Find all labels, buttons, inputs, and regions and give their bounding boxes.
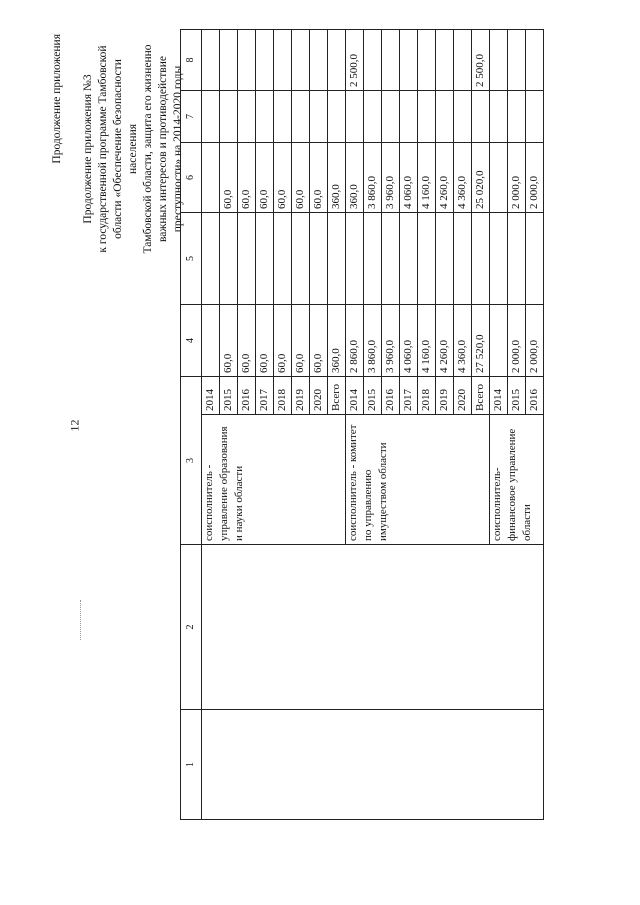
regional-cell: 360,0 xyxy=(328,143,346,213)
header-cell: 7 xyxy=(181,91,202,143)
regional-cell: 4 060,0 xyxy=(400,143,418,213)
total-cell: 2 000,0 xyxy=(508,305,526,377)
regional-cell: 60,0 xyxy=(274,143,292,213)
scan-mark xyxy=(80,600,82,640)
local-cell xyxy=(292,91,310,143)
extra-cell xyxy=(490,30,508,91)
local-cell xyxy=(436,91,454,143)
local-cell xyxy=(310,91,328,143)
header-cell: 8 xyxy=(181,30,202,91)
year-cell: 2014 xyxy=(490,377,508,415)
extra-cell xyxy=(526,30,544,91)
federal-cell xyxy=(382,213,400,305)
executor-cell: соисполнитель - управление образования и науки области xyxy=(202,415,346,545)
regional-cell: 60,0 xyxy=(310,143,328,213)
federal-cell xyxy=(274,213,292,305)
local-cell xyxy=(328,91,346,143)
year-cell: 2019 xyxy=(292,377,310,415)
total-cell xyxy=(490,305,508,377)
total-cell xyxy=(202,305,220,377)
extra-cell xyxy=(238,30,256,91)
regional-cell: 60,0 xyxy=(238,143,256,213)
local-cell xyxy=(526,91,544,143)
total-cell: 60,0 xyxy=(220,305,238,377)
federal-cell xyxy=(400,213,418,305)
total-cell: 4 060,0 xyxy=(400,305,418,377)
funding-table-container xyxy=(180,30,610,820)
extra-cell xyxy=(328,30,346,91)
appendix-line: к государственной программе Тамбовской xyxy=(97,45,109,253)
local-cell xyxy=(364,91,382,143)
extra-cell xyxy=(382,30,400,91)
year-cell: 2017 xyxy=(256,377,274,415)
header-cell: 5 xyxy=(181,213,202,305)
page-number: 12 xyxy=(67,419,82,432)
federal-cell xyxy=(256,213,274,305)
regional-cell xyxy=(202,143,220,213)
total-cell: 60,0 xyxy=(238,305,256,377)
year-cell: 2019 xyxy=(436,377,454,415)
federal-cell xyxy=(220,213,238,305)
year-cell: 2018 xyxy=(418,377,436,415)
table-body xyxy=(181,30,544,820)
year-cell: Всего xyxy=(328,377,346,415)
appendix-line: преступности» на 2014-2020 годы xyxy=(172,65,184,233)
local-cell xyxy=(508,91,526,143)
federal-cell xyxy=(328,213,346,305)
local-cell xyxy=(382,91,400,143)
table-header-row xyxy=(181,30,202,820)
extra-cell xyxy=(256,30,274,91)
header-cell: 3 xyxy=(181,377,202,545)
federal-cell xyxy=(292,213,310,305)
local-cell xyxy=(238,91,256,143)
year-cell: 2020 xyxy=(454,377,472,415)
total-cell: 3 960,0 xyxy=(382,305,400,377)
federal-cell xyxy=(202,213,220,305)
extra-cell xyxy=(400,30,418,91)
appendix-line: области «Обеспечение безопасности населения xyxy=(112,59,139,239)
year-cell: 2014 xyxy=(202,377,220,415)
table-row xyxy=(202,30,220,820)
regional-cell: 4 360,0 xyxy=(454,143,472,213)
funding-table xyxy=(180,29,544,820)
year-cell: 2016 xyxy=(526,377,544,415)
extra-cell xyxy=(454,30,472,91)
total-cell: 4 260,0 xyxy=(436,305,454,377)
extra-cell xyxy=(202,30,220,91)
local-cell xyxy=(274,91,292,143)
local-cell xyxy=(400,91,418,143)
extra-cell: 2 500,0 xyxy=(346,30,364,91)
appendix-title: Продолжение приложения xyxy=(51,34,63,164)
year-cell: 2017 xyxy=(400,377,418,415)
total-cell: 27 520,0 xyxy=(472,305,490,377)
year-cell: 2020 xyxy=(310,377,328,415)
total-cell: 2 000,0 xyxy=(526,305,544,377)
local-cell xyxy=(202,91,220,143)
executor-cell: соисполнитель- финансовое управление области xyxy=(490,415,544,545)
total-cell: 3 860,0 xyxy=(364,305,382,377)
extra-cell xyxy=(292,30,310,91)
local-cell xyxy=(490,91,508,143)
regional-cell: 360,0 xyxy=(346,143,364,213)
regional-cell: 3 960,0 xyxy=(382,143,400,213)
extra-cell xyxy=(310,30,328,91)
appendix-line: Продолжение приложения №3 xyxy=(82,74,94,224)
extra-cell xyxy=(274,30,292,91)
extra-cell xyxy=(436,30,454,91)
local-cell xyxy=(256,91,274,143)
federal-cell xyxy=(454,213,472,305)
regional-cell: 4 260,0 xyxy=(436,143,454,213)
local-cell xyxy=(220,91,238,143)
local-cell xyxy=(346,91,364,143)
header-cell: 2 xyxy=(181,545,202,710)
extra-cell: 2 500,0 xyxy=(472,30,490,91)
regional-cell: 60,0 xyxy=(220,143,238,213)
total-cell: 4 360,0 xyxy=(454,305,472,377)
year-cell: 2016 xyxy=(238,377,256,415)
federal-cell xyxy=(364,213,382,305)
regional-cell: 60,0 xyxy=(292,143,310,213)
appendix-header xyxy=(50,34,184,264)
federal-cell xyxy=(418,213,436,305)
year-cell: 2015 xyxy=(508,377,526,415)
year-cell: 2015 xyxy=(220,377,238,415)
federal-cell xyxy=(436,213,454,305)
header-cell: 1 xyxy=(181,710,202,820)
total-cell: 60,0 xyxy=(274,305,292,377)
extra-cell xyxy=(418,30,436,91)
total-cell: 2 860,0 xyxy=(346,305,364,377)
regional-cell: 2 000,0 xyxy=(508,143,526,213)
year-cell: 2014 xyxy=(346,377,364,415)
federal-cell xyxy=(346,213,364,305)
extra-cell xyxy=(220,30,238,91)
col1-cell xyxy=(202,710,544,820)
federal-cell xyxy=(490,213,508,305)
total-cell: 360,0 xyxy=(328,305,346,377)
appendix-line: Тамбовской области, защита его жизненно xyxy=(142,44,154,254)
federal-cell xyxy=(310,213,328,305)
federal-cell xyxy=(238,213,256,305)
year-cell: 2015 xyxy=(364,377,382,415)
total-cell: 60,0 xyxy=(310,305,328,377)
header-cell: 6 xyxy=(181,143,202,213)
total-cell: 60,0 xyxy=(292,305,310,377)
local-cell xyxy=(418,91,436,143)
total-cell: 60,0 xyxy=(256,305,274,377)
regional-cell: 25 020,0 xyxy=(472,143,490,213)
regional-cell: 60,0 xyxy=(256,143,274,213)
local-cell xyxy=(472,91,490,143)
regional-cell: 4 160,0 xyxy=(418,143,436,213)
year-cell: 2018 xyxy=(274,377,292,415)
regional-cell xyxy=(490,143,508,213)
total-cell: 4 160,0 xyxy=(418,305,436,377)
regional-cell: 2 000,0 xyxy=(526,143,544,213)
extra-cell xyxy=(364,30,382,91)
regional-cell: 3 860,0 xyxy=(364,143,382,213)
year-cell: Всего xyxy=(472,377,490,415)
header-cell: 4 xyxy=(181,305,202,377)
federal-cell xyxy=(508,213,526,305)
local-cell xyxy=(454,91,472,143)
federal-cell xyxy=(472,213,490,305)
federal-cell xyxy=(526,213,544,305)
executor-cell: соисполнитель - комитет по управлению имуществом области xyxy=(346,415,490,545)
col2-cell xyxy=(202,545,544,710)
year-cell: 2016 xyxy=(382,377,400,415)
extra-cell xyxy=(508,30,526,91)
appendix-line: важных интересов и противодействие xyxy=(157,56,169,242)
